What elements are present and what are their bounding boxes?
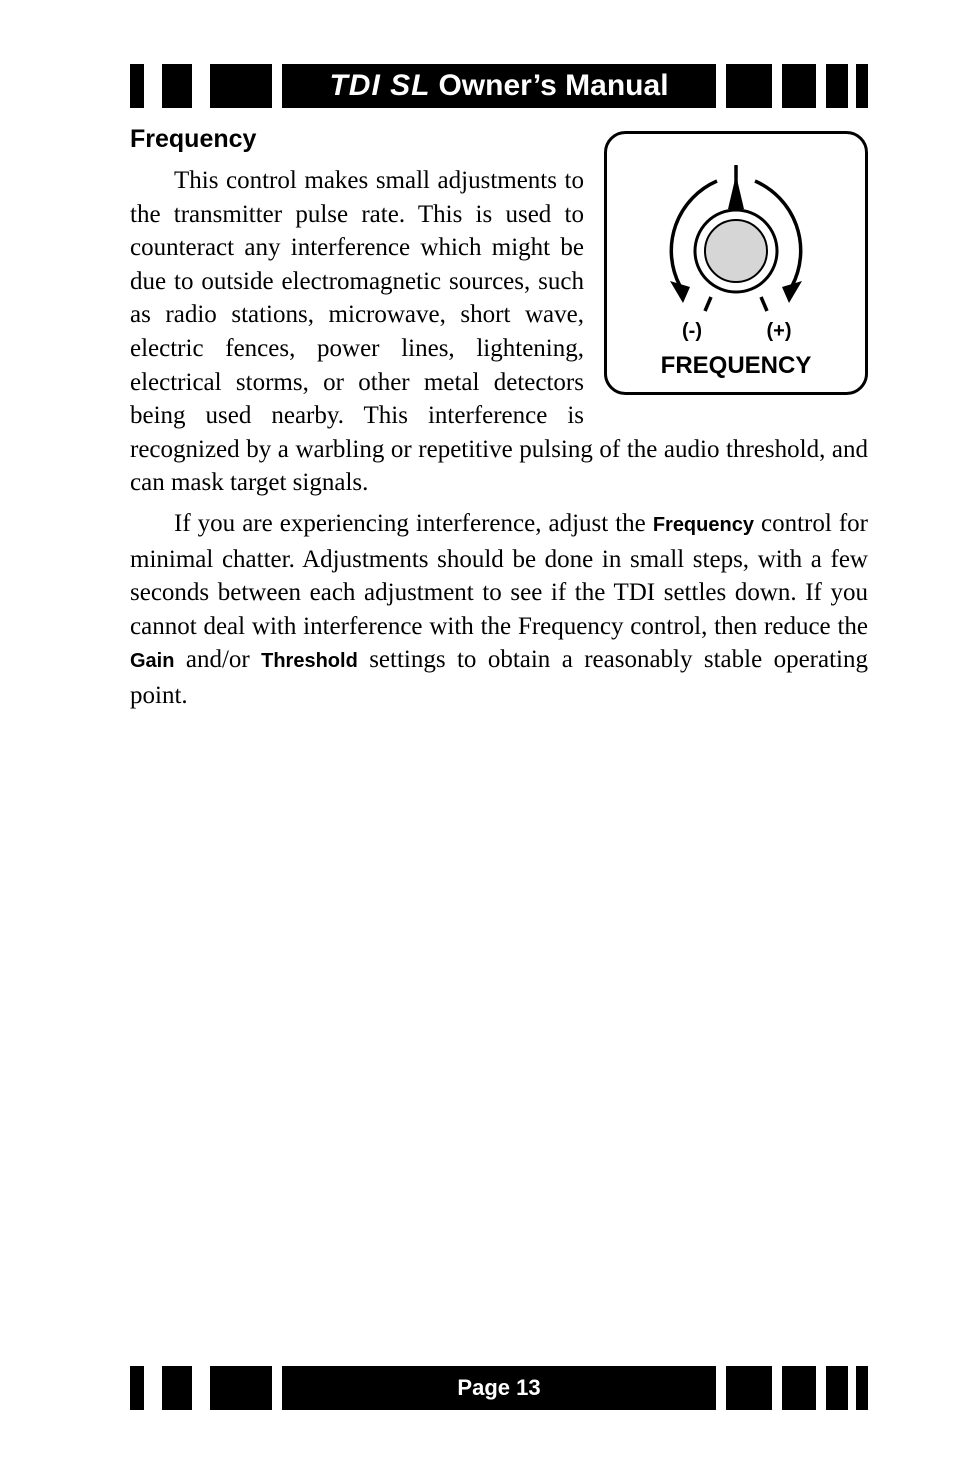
header-block <box>130 64 144 108</box>
section-heading: Frequency <box>130 125 257 153</box>
paragraph-2-text: and/or <box>174 646 262 674</box>
knob-inner <box>705 220 767 282</box>
footer-block <box>782 1366 816 1410</box>
header-block <box>856 64 868 108</box>
header-bar <box>130 64 868 108</box>
keyword-frequency: Frequency <box>652 513 754 536</box>
footer-block <box>130 1366 144 1410</box>
header-block <box>162 64 192 108</box>
footer-block <box>856 1366 868 1410</box>
header-block <box>782 64 816 108</box>
frequency-label: FREQUENCY <box>660 352 812 379</box>
plus-label: (+) <box>766 320 792 342</box>
footer-block <box>726 1366 772 1410</box>
page-number: Page 13 <box>282 1366 716 1410</box>
header-model: TDI SL <box>329 69 431 102</box>
footer-block <box>162 1366 192 1410</box>
keyword-gain: Gain <box>130 650 175 673</box>
paragraph-2-text: control for minimal chatter. Adjustments should be done in small steps, with a few seconds between each adjustment to see if the TDI settles down. If you cannot deal with interference with the Frequency control, then reduce the <box>130 509 868 640</box>
paragraph-2 <box>130 507 868 713</box>
footer-block <box>826 1366 848 1410</box>
header-block <box>726 64 772 108</box>
paragraph-2-text: settings to obtain a reasonably stable operating point. <box>130 646 868 709</box>
header-block <box>826 64 848 108</box>
header-title-text: Owner’s Manual <box>438 69 669 102</box>
minus-label: (-) <box>682 320 702 342</box>
keyword-threshold: Threshold <box>261 650 358 673</box>
header-title <box>282 64 716 108</box>
footer-bar <box>130 1366 868 1410</box>
header-block <box>210 64 272 108</box>
paragraph-2-text: If you are experiencing interference, adjust the <box>174 509 653 537</box>
frequency-knob-panel <box>604 131 868 395</box>
paragraph-1: This control makes small adjustments to the transmitter pulse rate. This is used to counteract any interference which might be due to outside electromagnetic sources, such as radio stations, microwave, short wave, electric fences, power lines, lightening, electrical storms, or other metal detectors being used nearby. This interference is recognized by a warbling or repetitive pulsing of the audio threshold, and can mask target signals. <box>130 167 868 497</box>
footer-block <box>210 1366 272 1410</box>
